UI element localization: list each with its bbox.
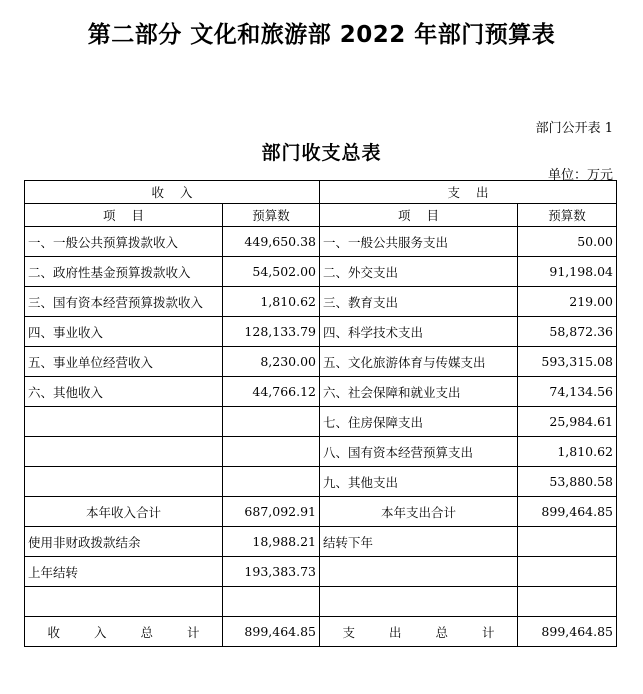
expense-item: 九、其他支出 <box>320 467 518 497</box>
unit-label: 单位：万元 <box>547 168 613 183</box>
expense-item: 五、文化旅游体育与传媒支出 <box>320 347 518 377</box>
balance-label: 使用非财政拨款结余 <box>25 527 223 557</box>
expense-item: 七、住房保障支出 <box>320 407 518 437</box>
carry-prev-row <box>25 557 617 587</box>
income-group-header: 收 入 <box>25 181 320 204</box>
income-total-amount: 899,464.85 <box>223 617 320 647</box>
expense-item: 二、外交支出 <box>320 257 518 287</box>
table-row <box>25 227 617 257</box>
carry-prev-amount: 193,383.73 <box>223 557 320 587</box>
subtotal-row <box>25 497 617 527</box>
expense-budget-header: 预算数 <box>518 204 617 227</box>
expense-item: 六、社会保障和就业支出 <box>320 377 518 407</box>
table-title: 部门收支总表 <box>261 142 382 164</box>
expense-amount: 74,134.56 <box>518 377 617 407</box>
empty-cell <box>25 587 223 617</box>
carry-next-label: 结转下年 <box>320 527 518 557</box>
income-total-label: 收 入 总 计 <box>25 617 223 647</box>
income-item <box>25 437 223 467</box>
balance-amount: 18,988.21 <box>223 527 320 557</box>
income-amount: 449,650.38 <box>223 227 320 257</box>
income-item: 一、一般公共预算拨款收入 <box>25 227 223 257</box>
income-amount <box>223 467 320 497</box>
income-item: 三、国有资本经营预算拨款收入 <box>25 287 223 317</box>
expense-item: 三、教育支出 <box>320 287 518 317</box>
table-row <box>25 347 617 377</box>
income-subtotal-amount: 687,092.91 <box>223 497 320 527</box>
expense-amount: 1,810.62 <box>518 437 617 467</box>
table-number: 部门公开表 1 <box>535 121 613 136</box>
expense-item: 四、科学技术支出 <box>320 317 518 347</box>
balance-row <box>25 527 617 557</box>
expense-item: 一、一般公共服务支出 <box>320 227 518 257</box>
expense-item: 八、国有资本经营预算支出 <box>320 437 518 467</box>
income-item: 四、事业收入 <box>25 317 223 347</box>
expense-item-header: 项 目 <box>320 204 518 227</box>
income-amount: 54,502.00 <box>223 257 320 287</box>
income-amount: 44,766.12 <box>223 377 320 407</box>
expense-amount: 50.00 <box>518 227 617 257</box>
part-title: 第二部分 文化和旅游部 2022 年部门预算表 <box>87 22 556 48</box>
income-amount: 128,133.79 <box>223 317 320 347</box>
expense-amount: 58,872.36 <box>518 317 617 347</box>
income-item: 五、事业单位经营收入 <box>25 347 223 377</box>
expense-amount: 219.00 <box>518 287 617 317</box>
table-row <box>25 467 617 497</box>
expense-amount: 593,315.08 <box>518 347 617 377</box>
income-item: 六、其他收入 <box>25 377 223 407</box>
expense-amount: 91,198.04 <box>518 257 617 287</box>
income-item: 二、政府性基金预算拨款收入 <box>25 257 223 287</box>
expense-amount: 25,984.61 <box>518 407 617 437</box>
income-amount: 1,810.62 <box>223 287 320 317</box>
income-amount <box>223 407 320 437</box>
expense-group-header: 支 出 <box>320 181 617 204</box>
income-subtotal-label: 本年收入合计 <box>25 497 223 527</box>
income-item <box>25 467 223 497</box>
income-item-header: 项 目 <box>25 204 223 227</box>
budget-table <box>24 180 617 647</box>
table-row <box>25 377 617 407</box>
group-header-row <box>25 181 617 204</box>
total-row <box>25 617 617 647</box>
empty-row <box>25 587 617 617</box>
table-row <box>25 407 617 437</box>
empty-cell <box>518 557 617 587</box>
table-row <box>25 287 617 317</box>
table-row <box>25 257 617 287</box>
empty-cell <box>223 587 320 617</box>
carry-prev-label: 上年结转 <box>25 557 223 587</box>
expense-subtotal-label: 本年支出合计 <box>320 497 518 527</box>
income-amount: 8,230.00 <box>223 347 320 377</box>
expense-total-label: 支 出 总 计 <box>320 617 518 647</box>
carry-next-amount <box>518 527 617 557</box>
expense-amount: 53,880.58 <box>518 467 617 497</box>
empty-cell <box>320 587 518 617</box>
expense-total-amount: 899,464.85 <box>518 617 617 647</box>
income-amount <box>223 437 320 467</box>
empty-cell <box>518 587 617 617</box>
table-row <box>25 437 617 467</box>
table-row <box>25 317 617 347</box>
income-budget-header: 预算数 <box>223 204 320 227</box>
empty-cell <box>320 557 518 587</box>
income-item <box>25 407 223 437</box>
expense-subtotal-amount: 899,464.85 <box>518 497 617 527</box>
column-header-row <box>25 204 617 227</box>
